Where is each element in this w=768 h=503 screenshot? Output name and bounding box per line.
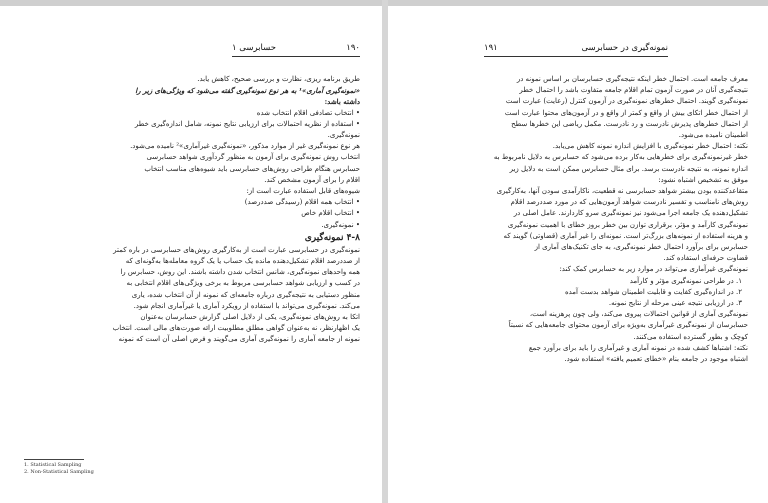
text-line: اشتباه موجود در جامعه بنام «خطای تعمیم یافته» استفاده شود. <box>564 355 748 364</box>
bullet-item: • نمونه‌گیری. <box>22 220 360 231</box>
footnote: 2. Non-Statistical Sampling <box>24 469 94 475</box>
text-line: شیوه‌های قابل استفاده عبارت است از: <box>246 187 360 196</box>
text-line: نمونه‌گیری. <box>327 131 360 140</box>
text-line: نمونه‌گیری غیرآماری می‌تواند در موارد زیر به حسابرس کمک کند: <box>559 265 748 274</box>
text-line: اطمینان نامیده می‌شود. <box>678 131 748 140</box>
text-line: معرف جامعه است. احتمال خطر اینکه نتیجه‌گیری حسابرسان بر اساس نمونه در <box>516 75 748 83</box>
right-running-header <box>484 43 668 53</box>
text-line: در کسب و ارزیابی شواهد حسابرسی مربوط به برخی ویژگی‌های اقلام انتخابی به <box>126 279 360 288</box>
left-page-number: ۱۹۰ <box>346 43 360 53</box>
text-line: نمونه‌گیری گویند. احتمال خطرهای نمونه‌گیری در آزمون کنترل (رعایت) عبارت است <box>505 97 748 106</box>
text-line: نمونه‌گیری در حسابرسی عبارت است از به‌کارگیری روش‌های حسابرسی در باره کمتر <box>113 245 360 254</box>
right-page-body <box>436 74 748 365</box>
bullet-item: • انتخاب اقلام خاص <box>22 208 360 219</box>
numbered-item: ۱. در طراحی نمونه‌گیری مؤثر و کارآمد <box>629 276 742 285</box>
text-line: نمونه‌گیری آماری از قوانین احتمالات پیروی می‌کند، ولی چون پرهزینه است، <box>529 310 748 319</box>
text-line: نکته: احتمال خطر نمونه‌گیری با افزایش اندازه نمونه کاهش می‌یابد. <box>552 142 748 151</box>
text-line: منظور دستیابی به نتیجه‌گیری درباره جامعه‌ای که نمونه از آن انتخاب شده، یاری <box>131 290 360 299</box>
text-line: اندازه نمونه، به نتیجه نادرست برسد. برای مثال حسابرس ممکن است به دلایل زیر <box>509 164 748 173</box>
footnotes <box>24 459 94 476</box>
text-line: متقاعدکننده بودن بیشتر شواهد حسابرسی نه قطعیت، ناکارآمدی سودن آنها، به‌کارگیری <box>496 187 748 196</box>
right-page <box>388 6 768 503</box>
text-line: هر نوع نمونه‌گیری غیر از موارد مذکور، «نمونه‌گیری غیرآماری»² نامیده می‌شود. <box>130 142 360 151</box>
text-line: داشته باشد: <box>324 97 360 107</box>
left-running-title: حسابرسی ۱ <box>232 43 276 53</box>
text-line: خطر غیرنمونه‌گیری برای خطرهایی به‌کار برده می‌شود که حسابرس به دلایل نامربوط به <box>493 153 748 162</box>
text-line: «نمونه‌گیری آماری»¹ به هر نوع نمونه‌گیری گفته می‌شود که ویژگی‌های زیر را <box>135 86 360 96</box>
left-running-header <box>232 43 360 53</box>
text-line: از صددرصد اقلام تشکیل‌دهنده مانده یک حساب یا یک گروه معامله‌ها به‌گونه‌ای که <box>125 257 360 266</box>
text-line: می‌کند. نمونه‌گیری می‌تواند با استفاده از رویکرد آماری یا غیرآماری انجام شود. <box>133 301 360 310</box>
right-page-number: ۱۹۱ <box>484 43 498 53</box>
text-line: اقلام را برای آزمون مشخص کند. <box>264 175 360 184</box>
bullet-item: • استفاده از نظریه احتمالات برای ارزیابی نتایج نمونه، شامل اندازه‌گیری خطر <box>22 119 360 130</box>
text-line: حسابرس برای برآورد احتمال خطر نمونه‌گیری، به جای تکنیک‌های آماری از <box>534 243 748 252</box>
text-line: از احتمال خطر اتکای بیش از واقع و کمتر از واقع و در آزمون‌های محتوا عبارت است <box>504 108 748 117</box>
text-line: همه واحدهای نمونه‌گیری، شانس انتخاب شدن داشته باشند. این روش، حسابرس را <box>120 268 360 277</box>
right-running-title: نمونه‌گیری در حسابرسی <box>581 43 668 53</box>
text-line: یک اظهارنظر، نه به‌عنوان گواهی مطلق مطلوبیت ارائه صورت‌های مالی است. انتخاب <box>112 324 360 333</box>
text-line: کوچک و بطور گسترده استفاده می‌کنند. <box>633 332 748 341</box>
text-line: نمونه از جامعه آماری را نمونه‌گیری آماری می‌گویند و فرض اصلی آن است که نمونه <box>118 335 360 344</box>
text-line: انتخاب روش نمونه‌گیری برای آزمون به منظور گردآوری شواهد حسابرسی <box>146 153 360 162</box>
text-line: حسابرس هنگام طراحی روش‌های حسابرسی باید شیوه‌های مناسب انتخاب <box>144 164 360 173</box>
text-line: قضاوت حرفه‌ای استفاده کند. <box>663 254 748 263</box>
numbered-item: ۳. در ارزیابی نتیجه عینی مرحله از نتایج نمونه. <box>608 299 742 308</box>
left-page <box>0 6 382 503</box>
section-heading: ۴-۸ نمونه‌گیری <box>304 232 360 243</box>
numbered-item: ۲. در اندازه‌گیری کفایت و قابلیت اطمینان شواهد بدست آمده <box>564 287 742 296</box>
text-line: نتیجه‌گیری آنان در صورت آزمون تمام اقلام جامعه متفاوت باشد را احتمال خطر <box>519 86 748 95</box>
text-line: موفق به تشخیص اشتباه نشود: <box>658 175 748 184</box>
text-line: نکته: اشتباها کشف شده در نمونه آماری و غیرآماری را باید برای برآورد جمع <box>528 343 748 352</box>
bullet-item: • انتخاب تصادفی اقلام انتخاب شده <box>22 108 360 119</box>
text-line: طریق برنامه ریزی، نظارت و بررسی صحیح، کاهش یابد. <box>197 75 360 83</box>
footnote: 1. Statistical Sampling <box>24 462 82 468</box>
left-page-body <box>22 74 360 346</box>
text-line: روش‌های نامناسب و تفسیر نادرست شواهد آزمون‌هایی که در مورد صددرصد اقلام <box>510 198 748 207</box>
text-line: و هزینه استفاده از نمونه‌های بزرگ‌تر است. نمونه‌ای را غیر آماری (قضاوتی) گویند که <box>503 231 748 240</box>
text-line: از احتمال خطرهای پذیرش نادرست و رد نادرست. مکمل ریاضی این خطرها سطح <box>511 119 748 128</box>
text-line: نمونه‌گیری کارآمد و مؤثر، برقراری توازن بین خطر بروز خطای با اهمیت نمونه‌گیری <box>507 220 748 229</box>
bullet-item: • انتخاب همه اقلام (رسیدگی صددرصد) <box>22 197 360 208</box>
text-line: تشکیل‌دهنده یک جامعه اجرا می‌شود نیز نمونه‌گیری سرو کاردارند. عامل اصلی در <box>513 209 748 218</box>
text-line: حسابرسان از نمونه‌گیری غیرآماری به‌ویژه برای آزمون محتوای جامعه‌هایی که نسبتاً <box>508 321 748 330</box>
text-line: اتکا به روش‌های نمونه‌گیری، یکی از دلایل اصلی گزارش حسابرسان به‌عنوان <box>140 313 360 322</box>
